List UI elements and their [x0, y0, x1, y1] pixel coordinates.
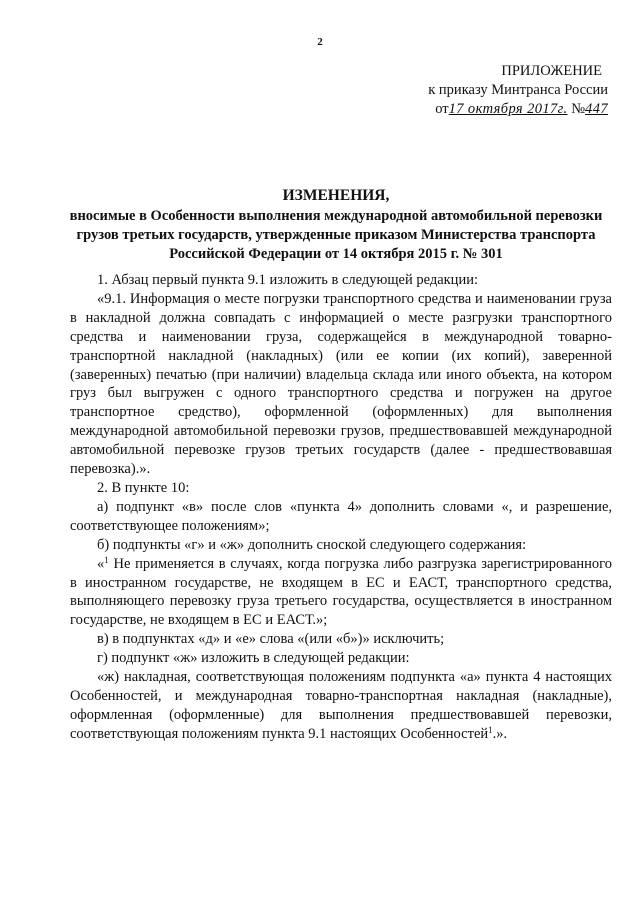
paragraph-6	[70, 555, 612, 631]
document-body	[70, 270, 612, 744]
heading-title: ИЗМЕНЕНИЯ,	[282, 187, 390, 204]
paragraph-1: 1. Абзац первый пункта 9.1 изложить в следующей редакции:	[97, 272, 478, 288]
paragraph-2: «9.1. Информация о месте погрузки транспортного средства и наименовании груза в накладной должна совпадать с информацией о месте разгрузки транспортного средства и наименовании груза, содержащейся в международной товарно-транспортной накладной (накладных) (или ее копии (их копий), заверенной (заверенных) печатью (при наличии) владельца склада или иного объекта, на котором груз был выгружен с одного транспортного средства и погружен на другое транспортное средство), оформленной (оформленных) для выполнения международной автомобильной перевозки грузов, предшествовавшей международной автомобильной перевозке грузов третьих государств (далее - предшествовавшая перевозка).».	[70, 290, 612, 478]
annex-order-line: к приказу Минтранса России	[428, 82, 608, 98]
annex-title: ПРИЛОЖЕНИЕ	[501, 63, 602, 79]
footnote-marker: 1	[104, 554, 109, 565]
footnote-open-quote: «	[97, 555, 105, 572]
paragraph-4: а) подпункт «в» после слов «пункта 4» дополнить словами «, и разрешение, соответствующее положениям»;	[70, 498, 612, 534]
heading-subtitle: вносимые в Особенности выполнения международной автомобильной перевозки грузов третьих государств, утвержденные приказом Министерства транспорта Российской Федерации от 14 октября 2015 г. № 301	[69, 208, 603, 262]
footnote-reference: 1	[488, 724, 493, 735]
paragraph-9-text: «ж) накладная, соответствующая положениям подпункта «а» пункта 4 настоящих Особенностей, и международная товарно-транспортная накладная (накладные), оформленная (оформленные) для выполнения предшествовавшей перевозки, соответствующая положениям пункта 9.1 настоящих Особенностей	[70, 669, 612, 742]
annex-number-label: №	[571, 101, 586, 117]
annex-from-label: от	[435, 101, 449, 117]
document-heading	[66, 186, 606, 264]
annex-block	[388, 62, 608, 119]
paragraph-7: в) в подпунктах «д» и «е» слова «(или «б»)» исключить;	[97, 631, 445, 648]
paragraph-5: б) подпункты «г» и «ж» дополнить сноской следующего содержания:	[97, 536, 527, 553]
annex-date: 17 октября 2017г.	[448, 101, 568, 117]
page-number: 2	[317, 36, 323, 48]
footnote-text: Не применяется в случаях, когда погрузка либо разгрузка зарегистрированного в иностранном государстве, не входящем в ЕС и ЕАСТ, транспортного средства, выполняющего перевозку груза третьего государства, осуществляется в иностранном государстве, не входящем в ЕС и ЕАСТ.»;	[70, 555, 612, 629]
paragraph-9-end: .».	[492, 725, 508, 742]
paragraph-8: г) подпункт «ж» изложить в следующей редакции:	[97, 650, 410, 667]
paragraph-3: 2. В пункте 10:	[97, 479, 190, 496]
annex-number: 447	[585, 101, 608, 117]
annex-reference	[388, 100, 608, 119]
paragraph-9	[70, 668, 612, 744]
